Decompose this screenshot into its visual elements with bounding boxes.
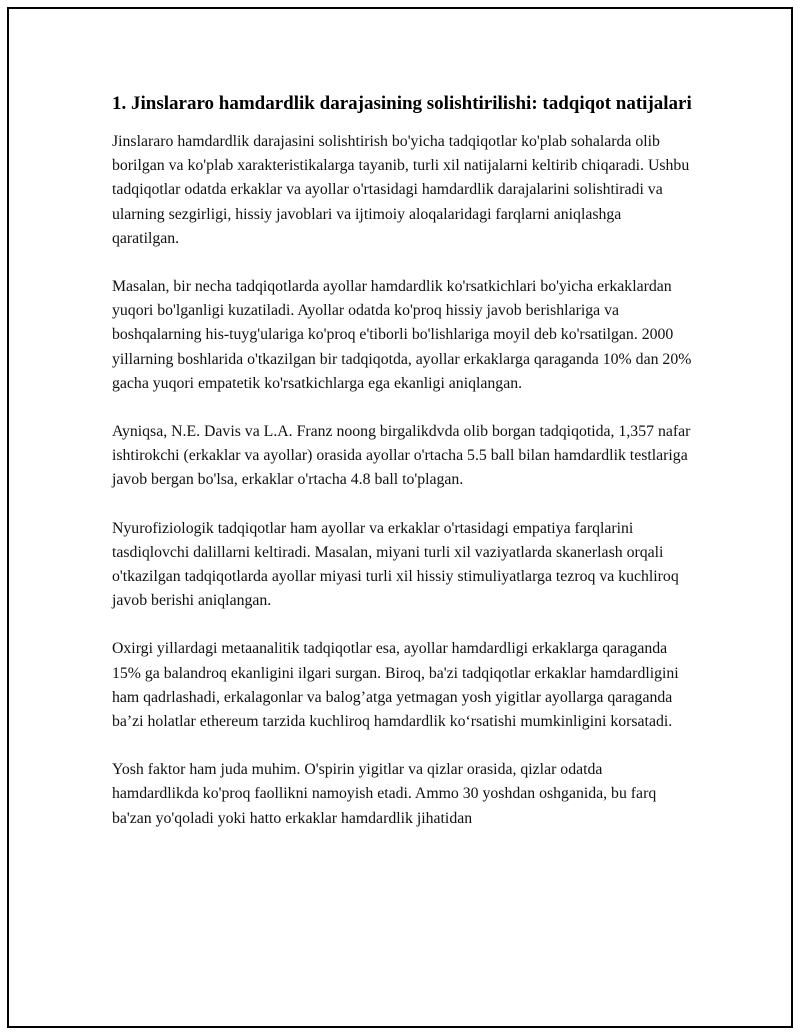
paragraph-6: Yosh faktor ham juda muhim. O'spirin yigitlar va qizlar orasida, qizlar odatda hamdardlikda ko'proq faollikni namoyish etadi. Ammo 30 yoshdan oshganida, bu farq ba'zan yo'qoladi yoki hatto erkaklar hamdardlik jihatidan [112, 761, 657, 827]
paragraph-1: Jinslararo hamdardlik darajasini solishtirish bo'yicha tadqiqotlar ko'plab sohalarda olib borilgan va ko'plab xarakteristikalarga tayanib, turli xil natijalarni keltirib chiqaradi. Ushbu tadqiqotlar odatda erkaklar va ayollar o'rtasidagi hamdardlik darajalarini solishtiradi va ularning sezgirligi, hissiy javoblari va ijtimoiy aloqalaridagi farqlarni aniqlashga qaratilgan. [112, 133, 690, 247]
section-title: 1. Jinslararo hamdardlik darajasining solishtirilishi: tadqiqot natijalari [112, 93, 692, 114]
paragraph-4: Nyurofiziologik tadqiqotlar ham ayollar va erkaklar o'rtasidagi empatiya farqlarini tasdiqlovchi dalillarni keltiradi. Masalan, miyani turli xil vaziyatlarda skanerlash orqali o'tkazilgan tadqiqotlarda ayollar miyasi turli xil hissiy stimuliyatlarga tezroq va kuchliroq javob berishi aniqlangan. [112, 519, 679, 610]
document-body [112, 90, 692, 855]
paragraph-5: Oxirgi yillardagi metaanalitik tadqiqotlar esa, ayollar hamdardligi erkaklarga qaraganda 15% ga balandroq ekanligini ilgari surgan. Biroq, ba'zi tadqiqotlar erkaklar hamdardligini ham qadrlashadi, erkalagonlar va balog’atga yetmagan yosh yigitlar ayollarga qaraganda ba’zi holatlar ethereum tarzida kuchliroq hamdardlik ko‘rsatishi mumkinligini korsatadi. [112, 640, 679, 731]
paragraph-2: Masalan, bir necha tadqiqotlarda ayollar hamdardlik ko'rsatkichlari bo'yicha erkaklardan yuqori bo'lganligi kuzatiladi. Ayollar odatda ko'proq hissiy javob berishlariga va boshqalarning his-tuyg'ulariga ko'proq e'tiborli bo'lishlariga moyil deb ko'rsatilgan. 2000 yillarning boshlarida o'tkazilgan bir tadqiqotda, ayollar erkaklarga qaraganda 10% dan 20% gacha yuqori empatetik ko'rsatkichlarga ega ekanligi aniqlangan. [112, 278, 692, 392]
paragraph-3: Ayniqsa, N.E. Davis va L.A. Franz noong birgalikdvda olib borgan tadqiqotida, 1,357 nafar ishtirokchi (erkaklar va ayollar) orasida ayollar o'rtacha 5.5 ball bilan hamdardlik testlariga javob bergan bo'lsa, erkaklar o'rtacha 4.8 ball to'plagan. [112, 423, 691, 489]
